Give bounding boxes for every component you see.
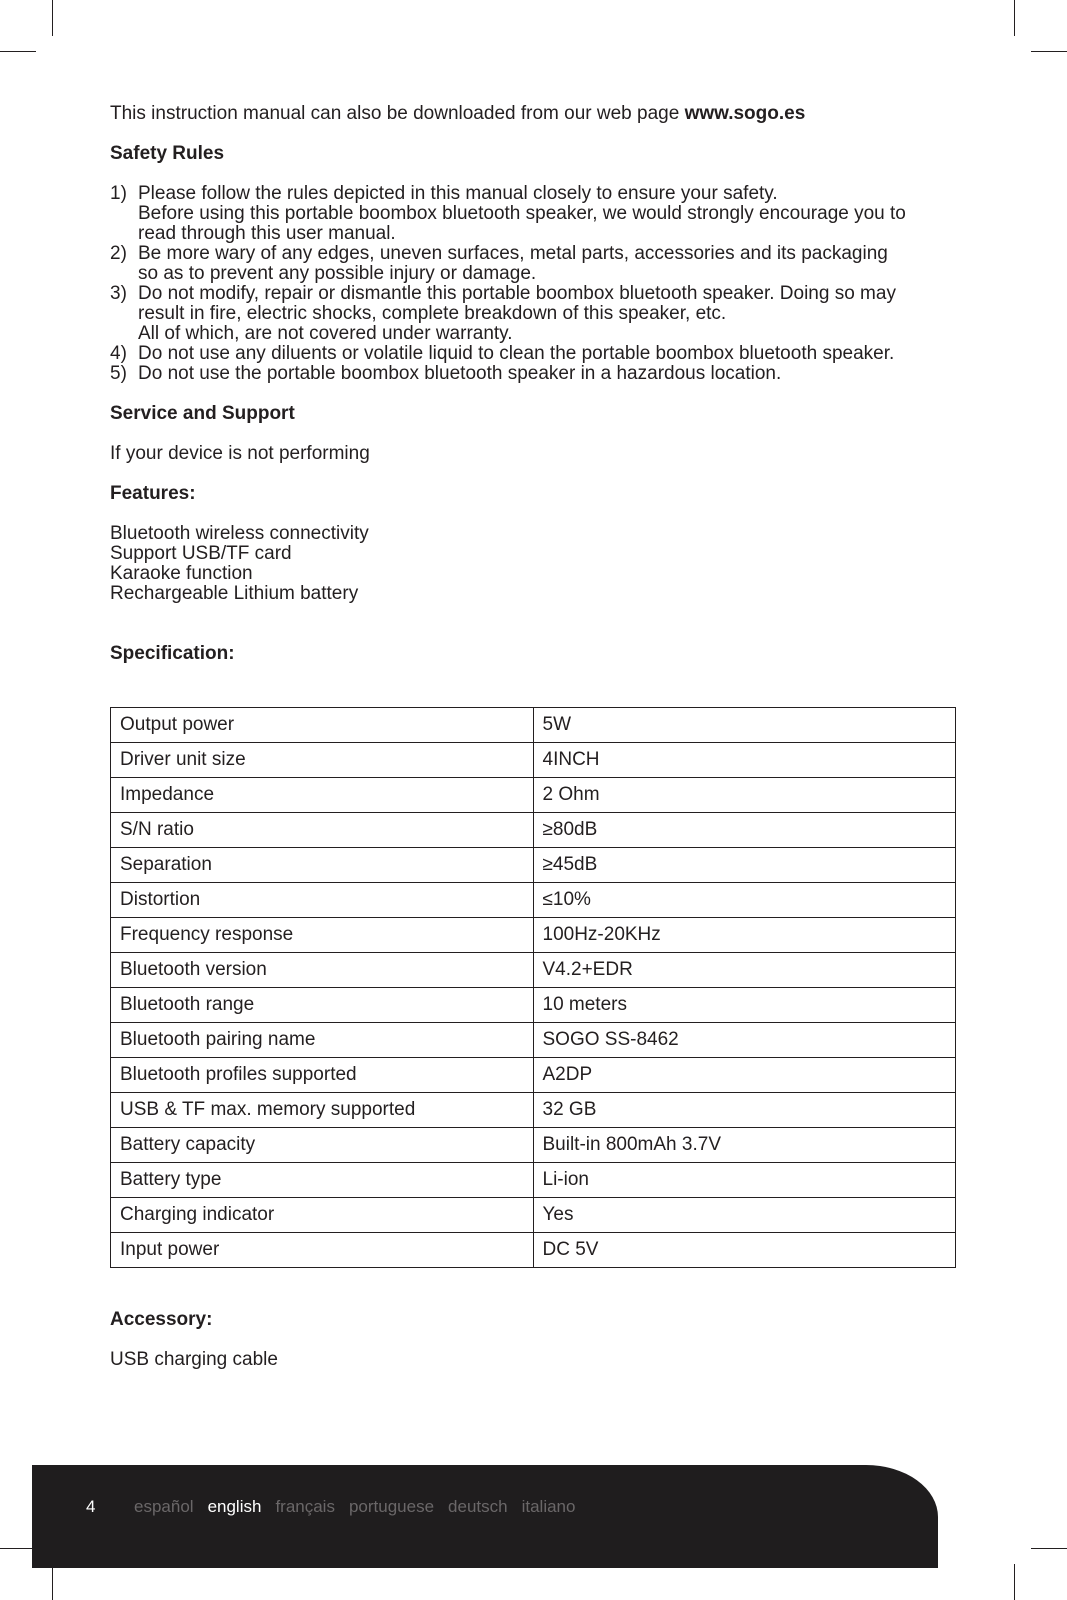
safety-rules-list [110,184,960,384]
rule-line: Do not modify, repair or dismantle this portable boombox bluetooth speaker. Doing so may [138,283,896,304]
spec-label: Bluetooth profiles supported [111,1058,534,1093]
spec-label: Separation [111,848,534,883]
crop-mark [1031,51,1067,52]
feature-item: Rechargeable Lithium battery [110,583,359,604]
rule-number: 1) [110,183,127,204]
spec-row [111,778,956,813]
rule-line: Do not use the portable boombox bluetooth speaker in a hazardous location. [138,363,782,384]
spec-value: SOGO SS-8462 [533,1023,956,1058]
page-number: 4 [86,1497,96,1516]
safety-rule-item [110,344,960,364]
intro-paragraph [110,104,960,124]
spec-value: Yes [533,1198,956,1233]
language-link[interactable]: italiano [521,1497,576,1516]
spec-label: Battery capacity [111,1128,534,1163]
rule-line: result in fire, electric shocks, complete breakdown of this speaker, etc. [138,303,727,324]
crop-mark [1031,1548,1067,1549]
spec-label: Bluetooth pairing name [111,1023,534,1058]
accessory-section [110,1310,278,1370]
spec-label: USB & TF max. memory supported [111,1093,534,1128]
safety-rule-item [110,244,960,284]
spec-label: Driver unit size [111,743,534,778]
rule-line: Please follow the rules depicted in this manual closely to ensure your safety. [138,183,778,204]
safety-rule-item [110,284,960,344]
spec-value: ≤10% [533,883,956,918]
features-heading: Features: [110,483,196,504]
spec-value: V4.2+EDR [533,953,956,988]
accessory-text: USB charging cable [110,1349,278,1370]
feature-item: Bluetooth wireless connectivity [110,523,369,544]
rule-number: 3) [110,283,127,304]
spec-label: Bluetooth version [111,953,534,988]
spec-value: ≥80dB [533,813,956,848]
spec-row [111,1163,956,1198]
rule-number: 2) [110,243,127,264]
rule-line: All of which, are not covered under warranty. [138,323,513,344]
language-link[interactable]: portuguese [348,1497,435,1516]
feature-item: Karaoke function [110,563,253,584]
crop-mark [52,0,53,36]
features-list [110,524,960,604]
spec-label: Charging indicator [111,1198,534,1233]
rule-number: 5) [110,363,127,384]
spec-row [111,883,956,918]
footer-band [32,1465,938,1568]
rule-line: Be more wary of any edges, uneven surfaces, metal parts, accessories and its packaging [138,243,888,264]
spec-row [111,848,956,883]
language-link[interactable]: deutsch [448,1497,508,1516]
crop-mark [1014,1564,1015,1600]
spec-value: 2 Ohm [533,778,956,813]
spec-row [111,953,956,988]
crop-mark [52,1564,53,1600]
spec-label: Frequency response [111,918,534,953]
website-link[interactable]: www.sogo.es [684,103,806,124]
spec-label: Distortion [111,883,534,918]
rule-text [138,184,960,244]
spec-value: 32 GB [533,1093,956,1128]
feature-item: Support USB/TF card [110,543,292,564]
rule-line: so as to prevent any possible injury or damage. [138,263,537,284]
spec-label: S/N ratio [111,813,534,848]
spec-value: ≥45dB [533,848,956,883]
spec-label: Bluetooth range [111,988,534,1023]
rule-line: Before using this portable boombox bluetooth speaker, we would strongly encourage you to [138,203,906,224]
rule-text [138,284,960,344]
specification-heading: Specification: [110,643,235,664]
spec-row [111,743,956,778]
spec-row [111,813,956,848]
rule-text [138,364,960,384]
language-nav [134,1497,575,1517]
language-link[interactable]: español [134,1497,194,1516]
rule-text [138,344,960,364]
spec-value: Li-ion [533,1163,956,1198]
spec-row [111,1198,956,1233]
spec-value: 4INCH [533,743,956,778]
language-link[interactable]: français [275,1497,335,1516]
spec-label: Output power [111,708,534,743]
specification-table [110,707,956,1268]
spec-row [111,918,956,953]
spec-row [111,1023,956,1058]
spec-value: 100Hz-20KHz [533,918,956,953]
spec-label: Input power [111,1233,534,1268]
spec-label: Impedance [111,778,534,813]
spec-value: Built-in 800mAh 3.7V [533,1128,956,1163]
spec-value: 10 meters [533,988,956,1023]
language-link[interactable]: english [207,1497,262,1516]
spec-value: 5W [533,708,956,743]
manual-content [110,104,960,664]
rule-line: Do not use any diluents or volatile liquid to clean the portable boombox bluetooth speaker. [138,343,895,364]
safety-rules-heading: Safety Rules [110,143,225,164]
intro-text: This instruction manual can also be downloaded from our web page [110,103,685,124]
crop-mark [0,1548,36,1549]
rule-number: 4) [110,343,127,364]
rule-line: read through this user manual. [138,223,396,244]
safety-rule-item [110,184,960,244]
spec-value: DC 5V [533,1233,956,1268]
spec-value: A2DP [533,1058,956,1093]
service-support-text: If your device is not performing [110,443,370,464]
spec-row [111,1093,956,1128]
accessory-heading: Accessory: [110,1309,213,1330]
service-support-heading: Service and Support [110,403,295,424]
crop-mark [1014,0,1015,36]
spec-row [111,988,956,1023]
crop-mark [0,51,36,52]
rule-text [138,244,960,284]
spec-row [111,1233,956,1268]
spec-row [111,1128,956,1163]
safety-rule-item [110,364,960,384]
spec-row [111,708,956,743]
spec-label: Battery type [111,1163,534,1198]
spec-row [111,1058,956,1093]
